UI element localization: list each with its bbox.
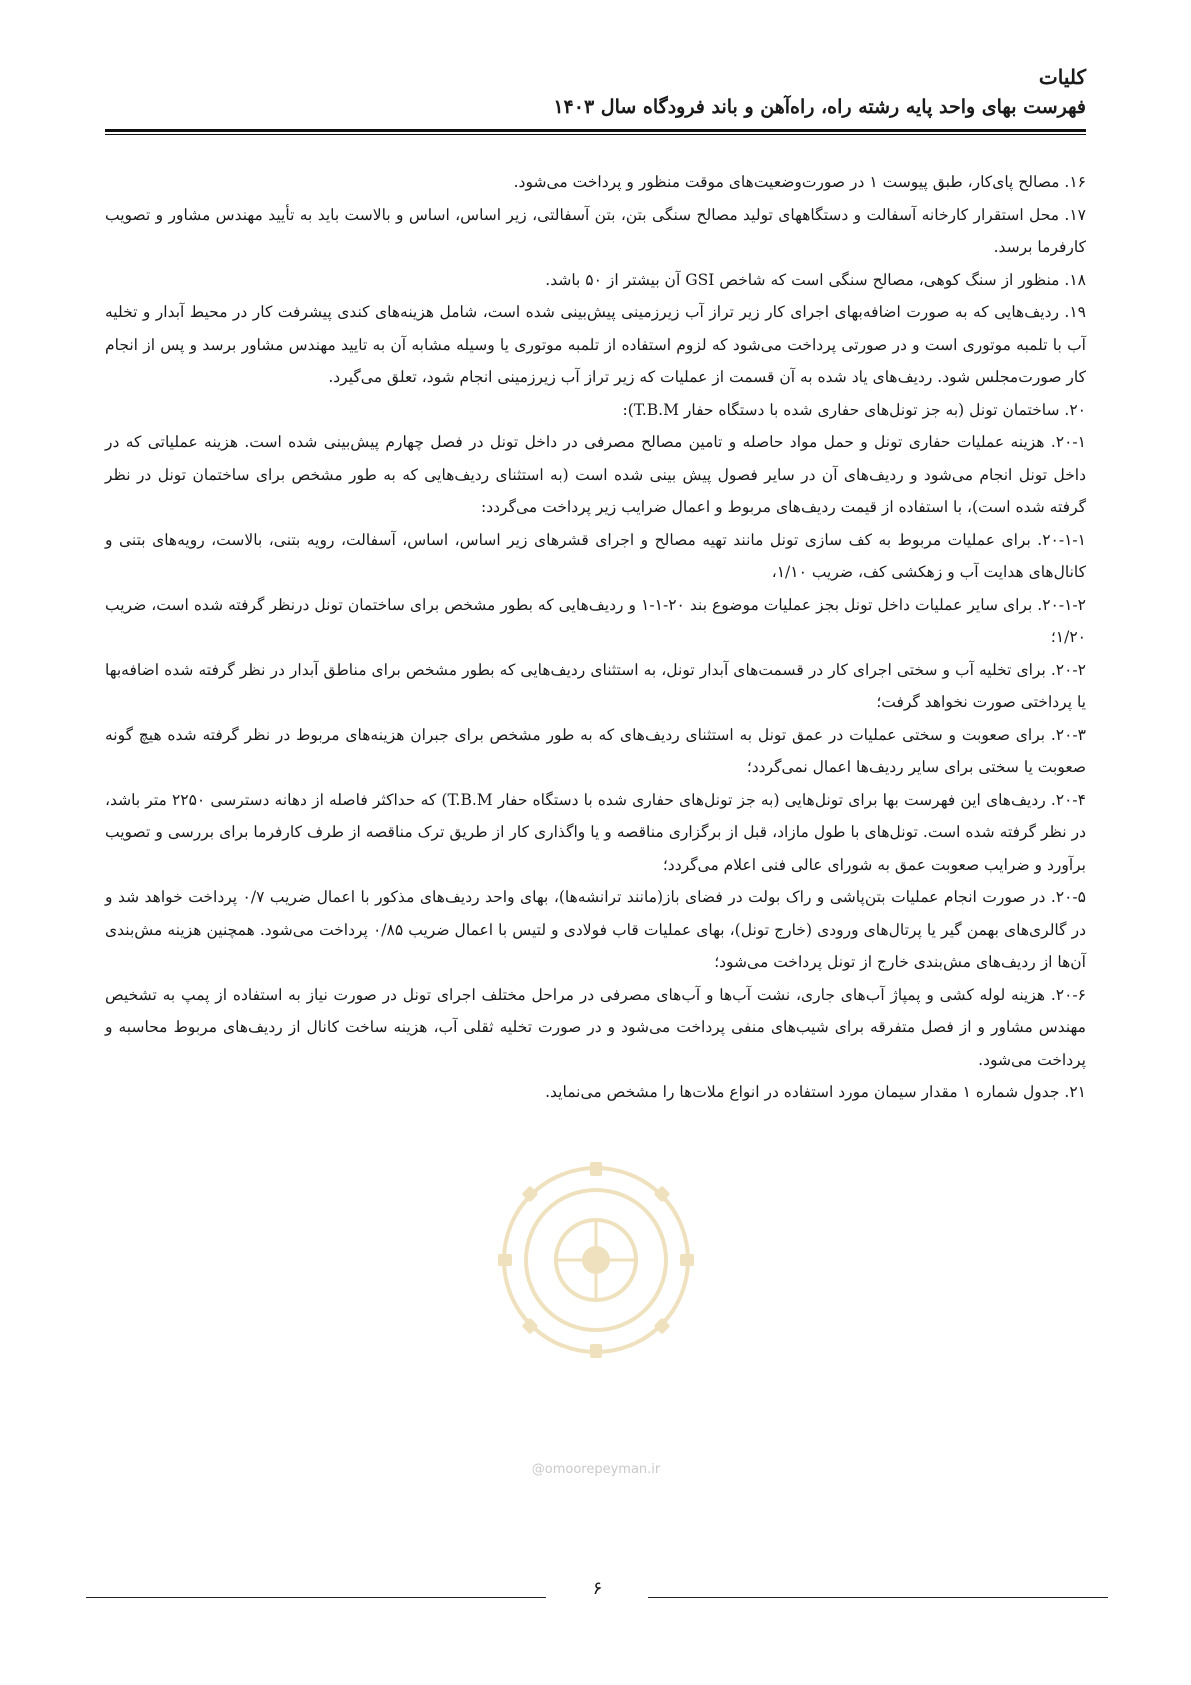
page-header [105,62,1086,122]
paragraph-17: ۱۷. محل استقرار کارخانه آسفالت و دستگاههای تولید مصالح سنگی بتن، بتن آسفالتی، زیر اساس، اساس و بالاست باید به تأیید مهندس مشاور و تصویب کارفرما برسد. [105,205,1086,256]
paragraph-18: ۱۸. منظور از سنگ کوهی، مصالح سنگی است که شاخص GSI آن بیشتر از ۵۰ باشد. [545,270,1086,289]
paragraph-20-1-2: ۲۰-۱-۲. برای سایر عملیات داخل تونل بجز عملیات موضوع بند ۲۰-۱-۱ و ردیف‌هایی که بطور مشخص برای ساختمان تونل درنظر گرفته شده است، ضریب ۱/۲۰؛ [105,595,1086,646]
paragraph-20: ۲۰. ساختمان تونل (به جز تونل‌های حفاری شده با دستگاه حفار T.B.M): [622,400,1086,419]
footer-rule-left [86,1597,546,1598]
footer-rule-right [648,1597,1108,1598]
paragraph-20-1: ۲۰-۱. هزینه عملیات حفاری تونل و حمل مواد حاصله و تامین مصالح مصرفی در داخل تونل در فصل چهارم پیش‌بینی شده است. هزینه عملیاتی که در داخل تونل انجام می‌شود و ردیف‌های آن در سایر فصول پیش بینی شده است (به استثنای ردیف‌هایی که به طور مشخص برای ساختمان تونل در نظر گرفته شده است)، با استفاده از قیمت ردیف‌های مربوط و اعمال ضرایب زیر پرداخت می‌گردد: [105,433,1086,516]
paragraph-20-2: ۲۰-۲. برای تخلیه آب و سختی اجرای کار در قسمت‌های آبدار تونل، به استثنای ردیف‌هایی که بطور مشخص برای مناطق آبدار در نظر گرفته شده اضافه‌بها یا پرداختی صورت نخواهد گرفت؛ [105,660,1086,711]
body-text [105,166,1086,1109]
watermark-seal-icon [496,1160,696,1360]
watermark-caption: @omoorepeyman.ir [531,1462,661,1477]
paragraph-20-1-1: ۲۰-۱-۱. برای عملیات مربوط به کف سازی تونل مانند تهیه مصالح و اجرای قشرهای زیر اساس، اساس، آسفالت، رویه بتنی، بالاست، رویه‌های بتنی و کانال‌های هدایت آب و زهکشی کف، ضریب ۱/۱۰، [105,530,1086,581]
paragraph-16: ۱۶. مصالح پای‌کار، طبق پیوست ۱ در صورت‌وضعیت‌های موقت منظور و پرداخت می‌شود. [513,173,1086,191]
paragraph-21: ۲۱. جدول شماره ۱ مقدار سیمان مورد استفاده در انواع ملات‌ها را مشخص می‌نماید. [545,1083,1086,1101]
paragraph-19: ۱۹. ردیف‌هایی که به صورت اضافه‌بهای اجرای کار زیر تراز آب زیرزمینی پیش‌بینی شده است، شامل هزینه‌های کندی پیشرفت کار در محیط آبدار و تخلیه آب با تلمبه موتوری است و در صورتی پرداخت می‌شود که لزوم استفاده از تلمبه موتوری یا وسیله مشابه آن به تایید مهندس مشاور برسد و پس از انجام کار صورت‌مجلس شود. ردیف‌های یاد شده به آن قسمت از عملیات که زیر تراز آب زیرزمینی انجام شود، تعلق می‌گیرد. [105,303,1086,386]
paragraph-20-6: ۲۰-۶. هزینه لوله کشی و پمپاژ آب‌های جاری، نشت آب‌ها و آب‌های مصرفی در مراحل مختلف اجرای تونل در صورت نیاز به استفاده از پمپ به تشخیص مهندس مشاور و از فصل متفرقه برای شیب‌های منفی پرداخت می‌شود و در صورت تخلیه ثقلی آب، هزینه ساخت کانال از ردیف‌های مربوط محاسبه و پرداخت می‌شود. [105,985,1086,1069]
header-rule-thin [105,134,1086,135]
paragraph-20-3: ۲۰-۳. برای صعوبت و سختی عملیات در عمق تونل به استثنای ردیف‌های که به طور مشخص برای جبران هزینه‌های مربوط در نظر گرفته شده هیچ گونه صعوبت یا سختی برای سایر ردیف‌ها اعمال نمی‌گردد؛ [105,725,1086,776]
header-rule-thick [105,129,1086,132]
paragraph-20-4: ۲۰-۴. ردیف‌های این فهرست بها برای تونل‌هایی (به جز تونل‌های حفاری شده با دستگاه حفار T.B.M) که حداکثر فاصله از دهانه دسترسی ۲۲۵۰ متر باشد، در نظر گرفته شده است. تونل‌های با طول مازاد، قبل از برگزاری مناقصه و یا واگذاری کار از طریق ترک مناقصه از طرف کارفرما برای بررسی و تصویب برآورد و ضرایب صعوبت عمق به شورای عالی فنی اعلام می‌گردد؛ [105,790,1086,874]
page-number: ۶ [592,1578,603,1599]
section-title: کلیات [1038,65,1086,89]
paragraph-20-5: ۲۰-۵. در صورت انجام عملیات بتن‌پاشی و راک بولت در فضای باز(مانند ترانشه‌ها)، بهای واحد ردیف‌های مذکور با اعمال ضریب ۰/۷ پرداخت خواهد شد و در گالری‌های بهمن گیر یا پرتال‌های ورودی (خارج تونل)، بهای عملیات قاب فولادی و لتیس با اعمال ضریب ۰/۸۵ پرداخت می‌شود. همچنین هزینه مش‌بندی آن‌ها از ردیف‌های مش‌بندی خارج از تونل پرداخت می‌شود؛ [105,888,1087,971]
document-title: فهرست بهای واحد پایه رشته راه، راه‌آهن و باند فرودگاه سال ۱۴۰۳ [553,96,1086,118]
